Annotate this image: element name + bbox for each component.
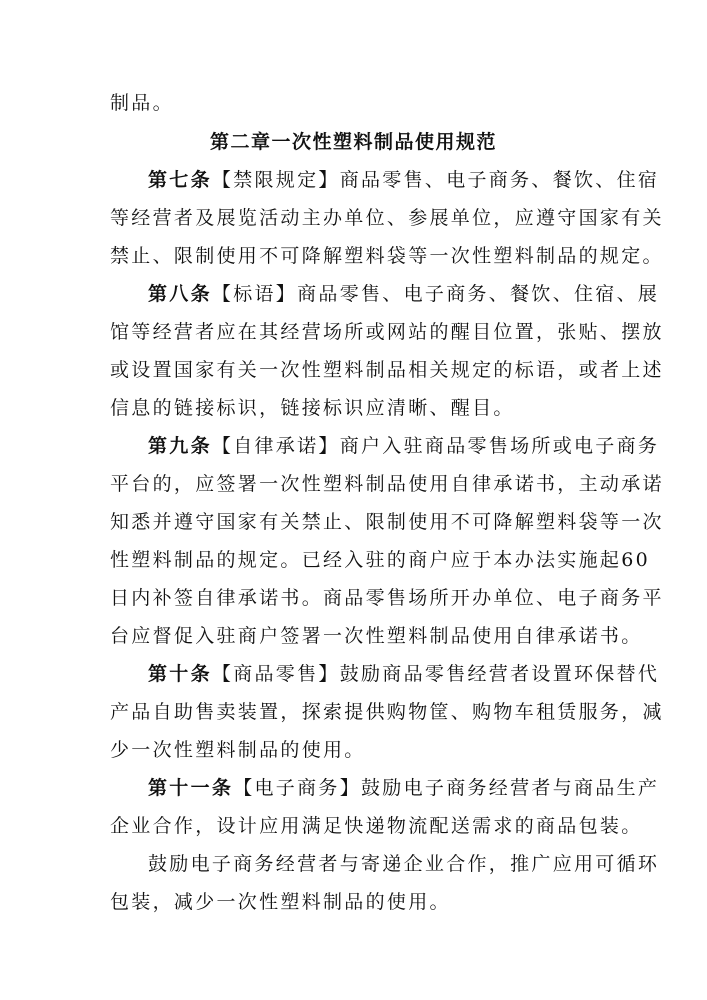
text-line: 或设置国家有关一次性塑料制品相关规定的标语，或者上述 xyxy=(110,359,664,381)
text-line: 包装，减少一次性塑料制品的使用。 xyxy=(110,891,451,913)
article-7-line: 第七条【禁限规定】商品零售、电子商务、餐饮、住宿 xyxy=(148,169,660,191)
article-9-line: 第九条【自律承诺】商户入驻商品零售场所或电子商务 xyxy=(148,435,660,457)
text-line: 日内补签自律承诺书。商品零售场所开办单位、电子商务平 xyxy=(110,587,664,609)
chapter-heading: 第二章一次性塑料制品使用规范 xyxy=(209,131,497,153)
text-line: 平台的，应签署一次性塑料制品使用自律承诺书，主动承诺 xyxy=(110,473,664,495)
article-label: 第十一条 xyxy=(148,777,234,799)
text-line: 性塑料制品的规定。已经入驻的商户应于本办法实施起60 xyxy=(110,549,650,571)
article-8-line: 第八条【标语】商品零售、电子商务、餐饮、住宿、展 xyxy=(148,283,660,305)
text-line: 鼓励电子商务经营者与寄递企业合作，推广应用可循环 xyxy=(148,853,660,875)
article-label: 第八条 xyxy=(148,283,212,305)
article-label: 第十条 xyxy=(148,663,212,685)
text-line: 制品。 xyxy=(110,92,174,114)
text-line: 企业合作，设计应用满足快递物流配送需求的商品包装。 xyxy=(110,815,643,837)
text-line: 少一次性塑料制品的使用。 xyxy=(110,739,366,761)
article-label: 第七条 xyxy=(148,169,212,191)
text-line: 产品自助售卖装置，探索提供购物筐、购物车租赁服务，减 xyxy=(110,701,664,723)
text-line: 台应督促入驻商户签署一次性塑料制品使用自律承诺书。 xyxy=(110,625,643,647)
article-10-line: 第十条【商品零售】鼓励商品零售经营者设置环保替代 xyxy=(148,663,660,685)
text-line: 馆等经营者应在其经营场所或网站的醒目位置，张贴、摆放 xyxy=(110,321,664,343)
text-line: 等经营者及展览活动主办单位、参展单位，应遵守国家有关 xyxy=(110,207,664,229)
text-line: 信息的链接标识，链接标识应清晰、醒目。 xyxy=(110,397,515,419)
text-line: 知悉并遵守国家有关禁止、限制使用不可降解塑料袋等一次 xyxy=(110,511,664,533)
text-line: 禁止、限制使用不可降解塑料袋等一次性塑料制品的规定。 xyxy=(110,245,664,267)
article-11-line: 第十一条【电子商务】鼓励电子商务经营者与商品生产 xyxy=(148,777,660,799)
article-label: 第九条 xyxy=(148,435,212,457)
